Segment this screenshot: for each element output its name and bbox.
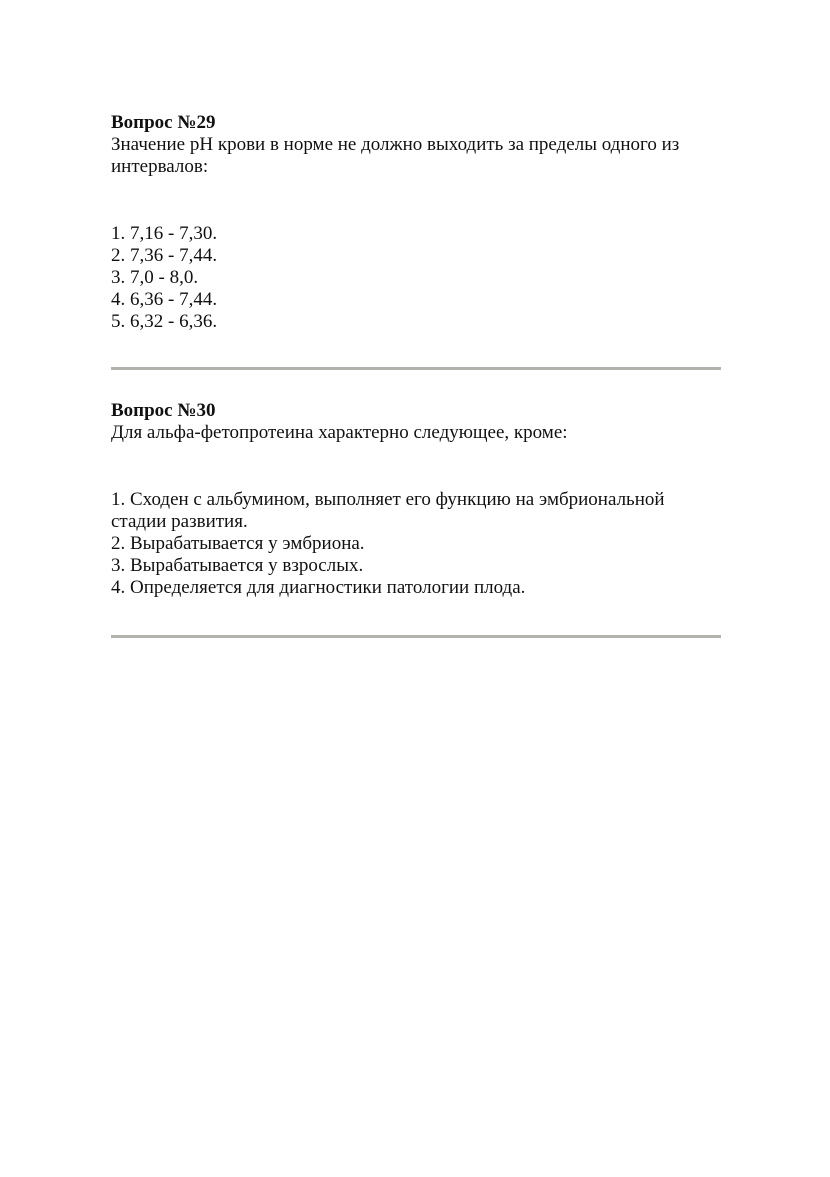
answer-option: 2. Вырабатывается у эмбриона. xyxy=(111,533,365,554)
answer-option: 4. 6,36 - 7,44. xyxy=(111,289,218,310)
question-title: Вопрос №29 xyxy=(111,112,216,133)
answer-list xyxy=(111,489,721,599)
answer-option: 1. 7,16 - 7,30. xyxy=(111,223,218,244)
question-text: Значение рН крови в норме не должно выходить за пределы одного из интервалов: xyxy=(111,134,680,177)
question-29 xyxy=(111,112,721,333)
question-30 xyxy=(111,400,721,599)
question-text: Для альфа-фетопротеина характерно следующее, кроме: xyxy=(111,422,568,443)
answer-option: 2. 7,36 - 7,44. xyxy=(111,245,218,266)
answer-option: 1. Сходен с альбумином, выполняет его функцию на эмбриональной стадии развития. xyxy=(111,489,665,532)
divider xyxy=(111,635,721,638)
question-title: Вопрос №30 xyxy=(111,400,216,421)
answer-list xyxy=(111,223,721,333)
answer-option: 3. Вырабатывается у взрослых. xyxy=(111,555,364,576)
answer-option: 5. 6,32 - 6,36. xyxy=(111,311,218,332)
document-page xyxy=(111,112,721,638)
answer-option: 3. 7,0 - 8,0. xyxy=(111,267,199,288)
divider xyxy=(111,367,721,370)
answer-option: 4. Определяется для диагностики патологии плода. xyxy=(111,577,526,598)
